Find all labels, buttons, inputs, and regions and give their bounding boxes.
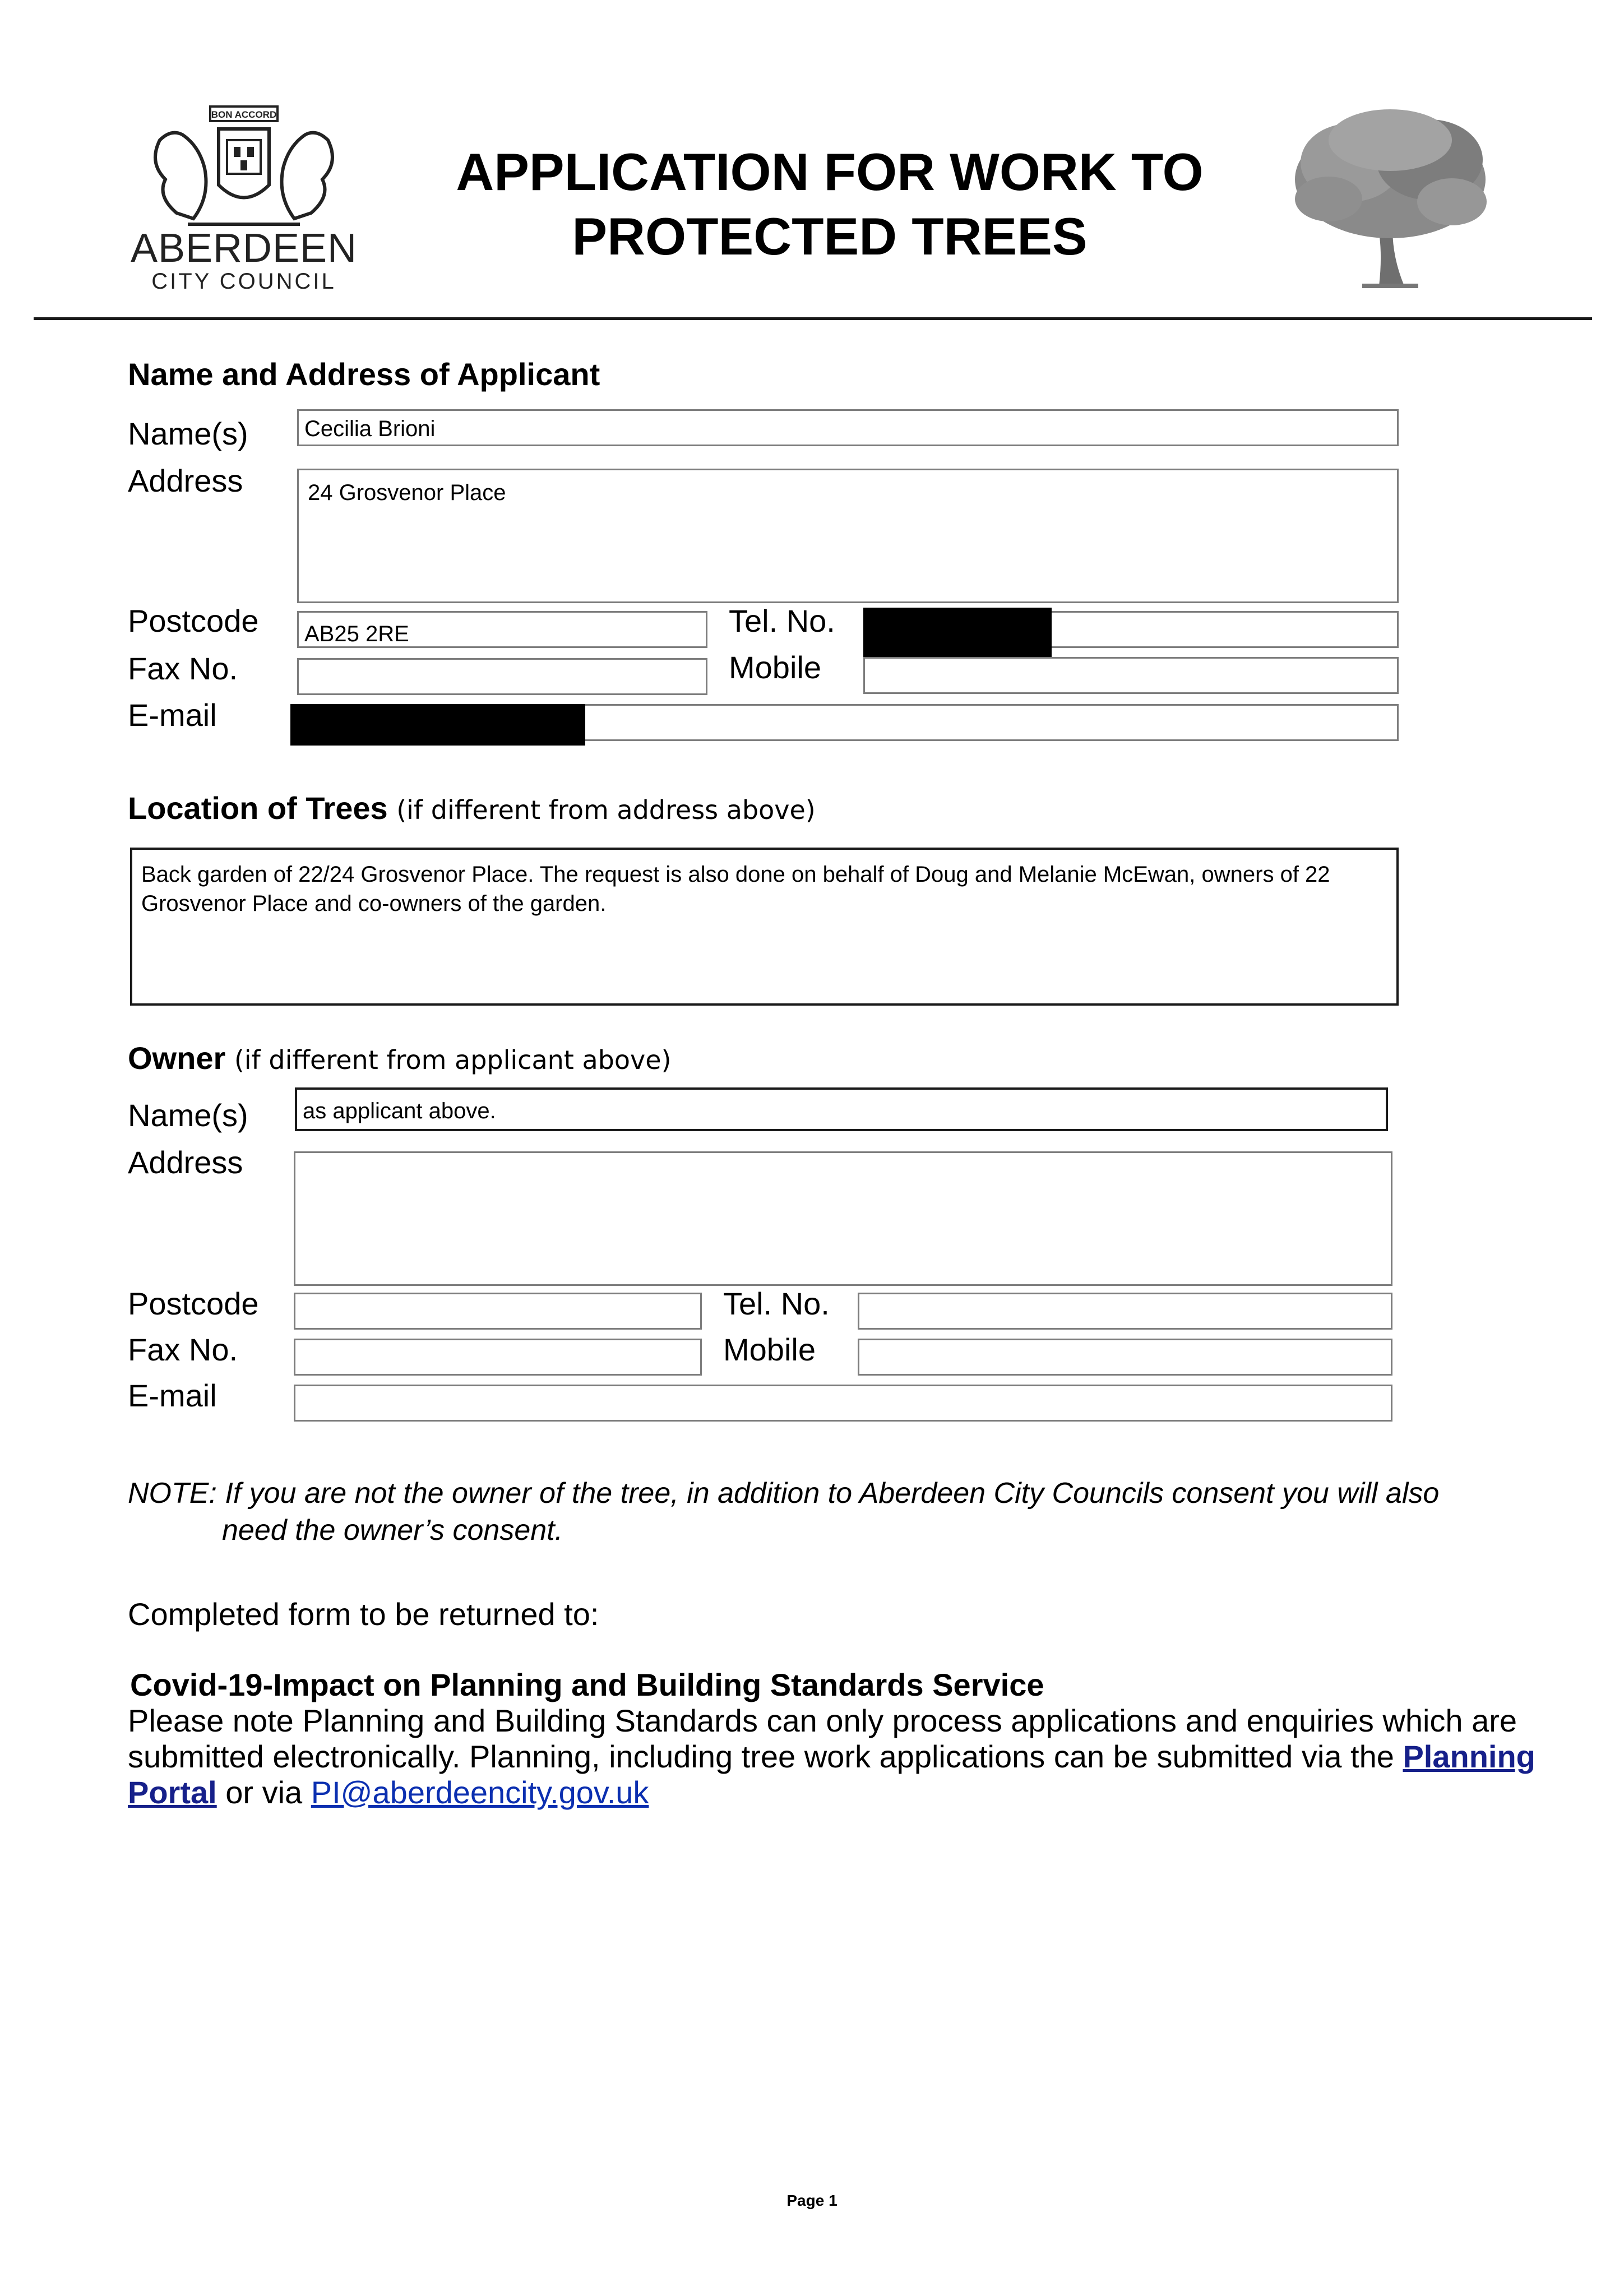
tel-redaction — [863, 608, 1052, 660]
logo-subname: CITY COUNCIL — [151, 269, 336, 294]
or-via-text: or via — [216, 1774, 311, 1810]
owner-mobile-field[interactable] — [858, 1339, 1392, 1376]
covid-heading: Covid-19-Impact on Planning and Building Standards Service — [130, 1667, 1044, 1702]
owner-mobile-label: Mobile — [723, 1332, 816, 1367]
location-heading-note: (if different from address above) — [396, 795, 816, 825]
title-line-2: PROTECTED TREES — [572, 206, 1088, 266]
planning-portal-link[interactable]: Planning — [1403, 1738, 1535, 1774]
note-line-1: NOTE: If you are not the owner of the tree, in addition to Aberdeen City Councils consent you will also — [128, 1477, 1440, 1510]
owner-consent-note — [128, 1475, 1473, 1549]
applicant-address-field[interactable] — [297, 469, 1399, 603]
owner-postcode-field[interactable] — [294, 1293, 702, 1330]
header-rule — [34, 317, 1592, 320]
location-field[interactable] — [130, 848, 1399, 1006]
location-heading — [128, 790, 816, 826]
title-line-1: APPLICATION FOR WORK TO — [456, 142, 1204, 201]
applicant-tel-label: Tel. No. — [729, 603, 835, 638]
logo-banner: BON ACCORD — [211, 109, 277, 120]
owner-name-value: as applicant above. — [303, 1099, 496, 1123]
owner-fax-field[interactable] — [294, 1339, 702, 1376]
applicant-fax-field[interactable] — [297, 658, 707, 695]
note-line-2: need the owner’s consent. — [222, 1513, 563, 1547]
applicant-email-label: E-mail — [128, 697, 217, 733]
owner-address-field[interactable] — [294, 1151, 1392, 1286]
tree-icon — [1284, 101, 1497, 291]
logo-name: ABERDEEN — [130, 226, 358, 271]
planning-email-link[interactable]: PI@aberdeencity.gov.uk — [311, 1774, 649, 1810]
owner-heading-note: (if different from applicant above) — [234, 1045, 672, 1075]
para-line-2 — [128, 1739, 1608, 1775]
applicant-heading: Name and Address of Applicant — [128, 357, 600, 392]
applicant-postcode-label: Postcode — [128, 603, 259, 638]
covid-paragraph — [128, 1703, 1608, 1810]
tree-image — [1284, 101, 1497, 291]
page-number: Page 1 — [786, 2192, 838, 2209]
applicant-name-value: Cecilia Brioni — [304, 416, 436, 441]
applicant-mobile-label: Mobile — [729, 650, 821, 685]
owner-postcode-label: Postcode — [128, 1286, 259, 1321]
owner-name-label: Name(s) — [128, 1098, 248, 1133]
owner-heading — [128, 1040, 672, 1076]
para-line-2-text: submitted electronically. Planning, including tree work applications can be submitted via the — [128, 1738, 1394, 1774]
page-title — [392, 140, 1267, 269]
applicant-address-value: 24 Grosvenor Place — [308, 480, 506, 505]
planning-portal-link-cont[interactable]: Portal — [128, 1774, 217, 1810]
owner-fax-label: Fax No. — [128, 1332, 238, 1367]
owner-name-field[interactable] — [295, 1087, 1388, 1131]
applicant-fax-label: Fax No. — [128, 651, 238, 686]
applicant-mobile-field[interactable] — [863, 657, 1399, 694]
completed-form-text: Completed form to be returned to: — [128, 1596, 599, 1632]
owner-tel-field[interactable] — [858, 1293, 1392, 1330]
owner-tel-label: Tel. No. — [723, 1286, 830, 1321]
owner-email-label: E-mail — [128, 1378, 217, 1413]
location-value: Back garden of 22/24 Grosvenor Place. The request is also done on behalf of Doug and Melanie McEwan, owners of 22 Grosvenor Place and co-owners of the garden. — [141, 862, 1330, 916]
applicant-name-field[interactable] — [297, 409, 1399, 446]
owner-heading-text: Owner — [128, 1040, 226, 1076]
email-redaction — [290, 704, 585, 746]
applicant-postcode-value: AB25 2RE — [304, 622, 409, 646]
para-line-1: Please note Planning and Building Standards can only process applications and enquiries which are — [128, 1703, 1517, 1738]
crest-icon — [126, 101, 362, 235]
owner-address-label: Address — [128, 1145, 243, 1180]
applicant-postcode-field[interactable] — [297, 611, 707, 648]
owner-email-field[interactable] — [294, 1385, 1392, 1422]
applicant-name-label: Name(s) — [128, 416, 248, 451]
applicant-address-label: Address — [128, 463, 243, 498]
para-line-3 — [128, 1775, 1608, 1811]
location-heading-text: Location of Trees — [128, 790, 388, 826]
council-logo — [126, 101, 362, 297]
